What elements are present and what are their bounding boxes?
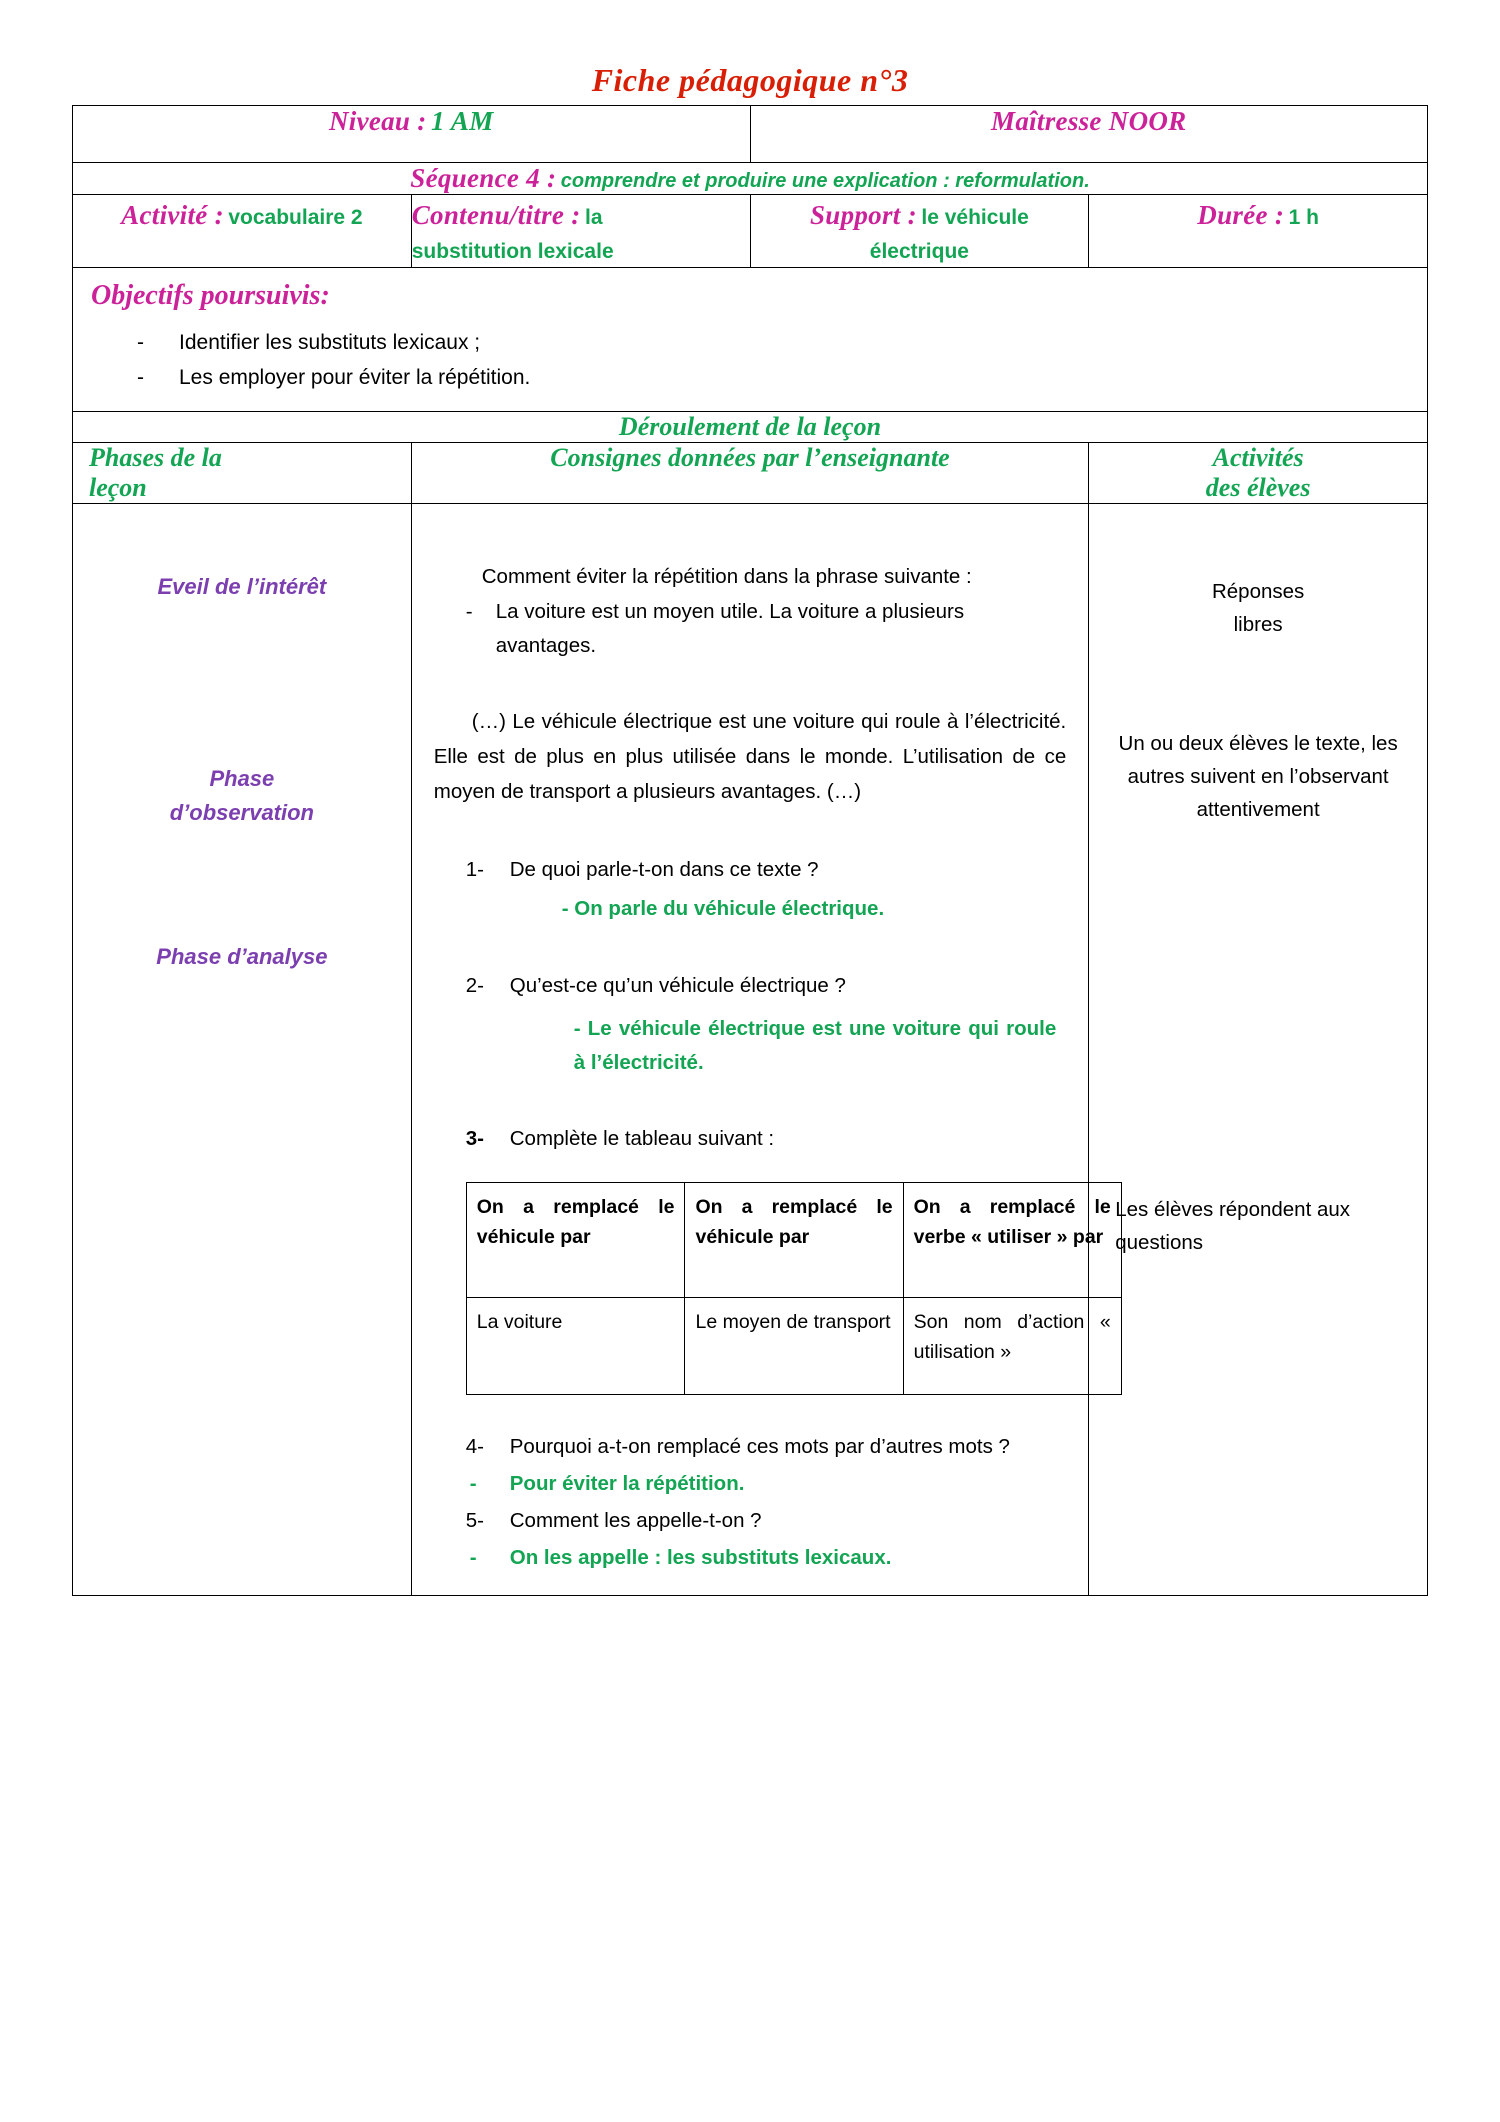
texte-support: (…) Le véhicule électrique est une voiture qui roule à l’électricité. Elle est de plus en plus utilisée dans le monde. L’utilisation de ce moyen de transport a plusieurs avantages. (…): [433, 709, 1067, 804]
contenu-value-line1: la: [584, 206, 603, 229]
question-3-block: [434, 1123, 1067, 1156]
eveil-intro: Comment éviter la répétition dans la phrase suivante :: [481, 565, 972, 589]
cell-activites: [1089, 504, 1428, 1595]
table-row: [466, 1297, 1121, 1394]
question-3-number: 3-: [465, 1126, 484, 1150]
cell-contenu: [411, 195, 750, 268]
cell-support: [750, 195, 1089, 268]
colheader-activites-line1: Activités: [1212, 443, 1304, 473]
question-5-number: 5-: [465, 1508, 484, 1532]
activite-reponses-line1: Réponses: [1211, 580, 1305, 604]
question-3: [434, 1123, 1067, 1156]
question-1-text: De quoi parle-t-on dans ce texte ?: [509, 857, 819, 881]
colheader-consignes: [411, 443, 1089, 504]
question-1-block: [434, 854, 1067, 926]
activite-label: Activité :: [121, 200, 224, 230]
sequence-value: comprendre et produire une explication : reformulation.: [560, 170, 1090, 192]
row-column-headers: [73, 443, 1428, 504]
activite-reponses-libres: [1101, 576, 1415, 642]
deroulement-banner: Déroulement de la leçon: [618, 412, 882, 442]
activite-lecture: Un ou deux élèves le texte, les autres suivent en l’observant attentivement: [1118, 732, 1398, 821]
objectif-item: - Les employer pour éviter la répétition.: [137, 361, 1417, 396]
row-sequence: [73, 163, 1428, 195]
page-title: Fiche pédagogique n°3: [591, 62, 909, 98]
maitresse-value: Maîtresse NOOR: [991, 106, 1187, 136]
table-cell: Son nom d’action « utilisation »: [903, 1297, 1121, 1394]
niveau-label: Niveau :: [328, 106, 427, 136]
answer-2: - Le véhicule électrique est une voiture qui roule à l’électricité.: [573, 1017, 1057, 1074]
duree-value: 1 h: [1288, 206, 1319, 229]
row-objectifs: [73, 268, 1428, 412]
question-4-text: Pourquoi a-t-on remplacé ces mots par d’autres mots ?: [509, 1434, 1010, 1458]
cell-duree: [1089, 195, 1428, 268]
question-4-number: 4-: [465, 1434, 484, 1458]
duree-label: Durée :: [1197, 200, 1285, 230]
question-1: [434, 854, 1067, 887]
niveau-value: 1 AM: [431, 106, 494, 136]
question-5-text: Comment les appelle-t-on ?: [509, 1508, 762, 1532]
question-2-text: Qu’est-ce qu’un véhicule électrique ?: [509, 973, 846, 997]
substitution-table: [466, 1182, 1122, 1395]
cell-activite: [73, 195, 412, 268]
cell-consignes: [411, 504, 1111, 1595]
questions-4-5-block: [434, 1431, 1067, 1575]
table-header-cell: On a remplacé le véhicule par: [685, 1182, 903, 1297]
objectifs-list: [91, 326, 1417, 395]
question-3-text: Complète le tableau suivant :: [509, 1126, 775, 1150]
cell-maitresse: [750, 106, 1428, 163]
cell-deroulement-banner: [73, 412, 1428, 443]
table-header-cell: On a remplacé le verbe « utiliser » par: [903, 1182, 1121, 1297]
sequence-label: Séquence 4 :: [410, 163, 557, 193]
activite-value: vocabulaire 2: [228, 206, 363, 229]
row-activite-contenu-support-duree: [73, 195, 1428, 268]
answer-1: - On parle du véhicule électrique.: [561, 897, 885, 921]
objectifs-title: Objectifs poursuivis:: [91, 280, 330, 311]
support-label: Support :: [809, 200, 917, 230]
row-lesson-body: [73, 504, 1428, 1595]
table-header-row: [466, 1182, 1121, 1297]
cell-objectifs: [73, 268, 1428, 412]
objectif-item: - Identifier les substituts lexicaux ;: [137, 326, 1417, 361]
colheader-phases-line2: leçon: [89, 473, 147, 503]
answer-4: - Pour éviter la répétition.: [434, 1467, 1067, 1500]
phase-analyse: Phase d’analyse: [156, 944, 328, 970]
question-2-block: [434, 970, 1067, 1079]
phase-eveil: Eveil de l’intérêt: [157, 574, 327, 600]
colheader-phases: [73, 443, 412, 504]
support-value-line2: électrique: [869, 239, 969, 263]
colheader-activites: [1089, 443, 1428, 504]
support-value-line1: le véhicule: [921, 206, 1029, 229]
cell-niveau: [73, 106, 751, 163]
table-cell: Le moyen de transport: [685, 1297, 903, 1394]
row-niveau: [73, 106, 1428, 163]
cell-sequence: [73, 163, 1428, 195]
phase-observation: [73, 762, 411, 830]
cell-phases: [73, 504, 412, 1595]
colheader-activites-line2: des élèves: [1205, 473, 1311, 503]
question-1-number: 1-: [465, 857, 484, 881]
phase-observation-line2: d’observation: [169, 800, 314, 826]
activite-eleves-repondent: Les élèves répondent aux questions: [1115, 1198, 1351, 1255]
table-header-cell: On a remplacé le véhicule par: [466, 1182, 685, 1297]
eveil-item: - La voiture est un moyen utile. La voiture a plusieurs avantages.: [434, 595, 1067, 661]
contenu-value-line2: substitution lexicale: [411, 239, 614, 263]
question-5: [434, 1505, 1067, 1538]
question-4: [434, 1431, 1067, 1464]
lesson-plan-table: [72, 105, 1428, 1596]
phase-observation-line1: Phase: [209, 766, 275, 792]
activite-reponses-line2: libres: [1233, 613, 1283, 637]
question-2: [434, 970, 1067, 1003]
colheader-phases-line1: Phases de la: [89, 443, 222, 473]
row-deroulement-banner: [73, 412, 1428, 443]
table-cell: La voiture: [466, 1297, 685, 1394]
contenu-label: Contenu/titre :: [411, 200, 581, 230]
answer-5: - On les appelle : les substituts lexicaux.: [434, 1541, 1067, 1574]
colheader-consignes-label: Consignes données par l’enseignante: [550, 443, 950, 473]
question-2-number: 2-: [465, 973, 484, 997]
